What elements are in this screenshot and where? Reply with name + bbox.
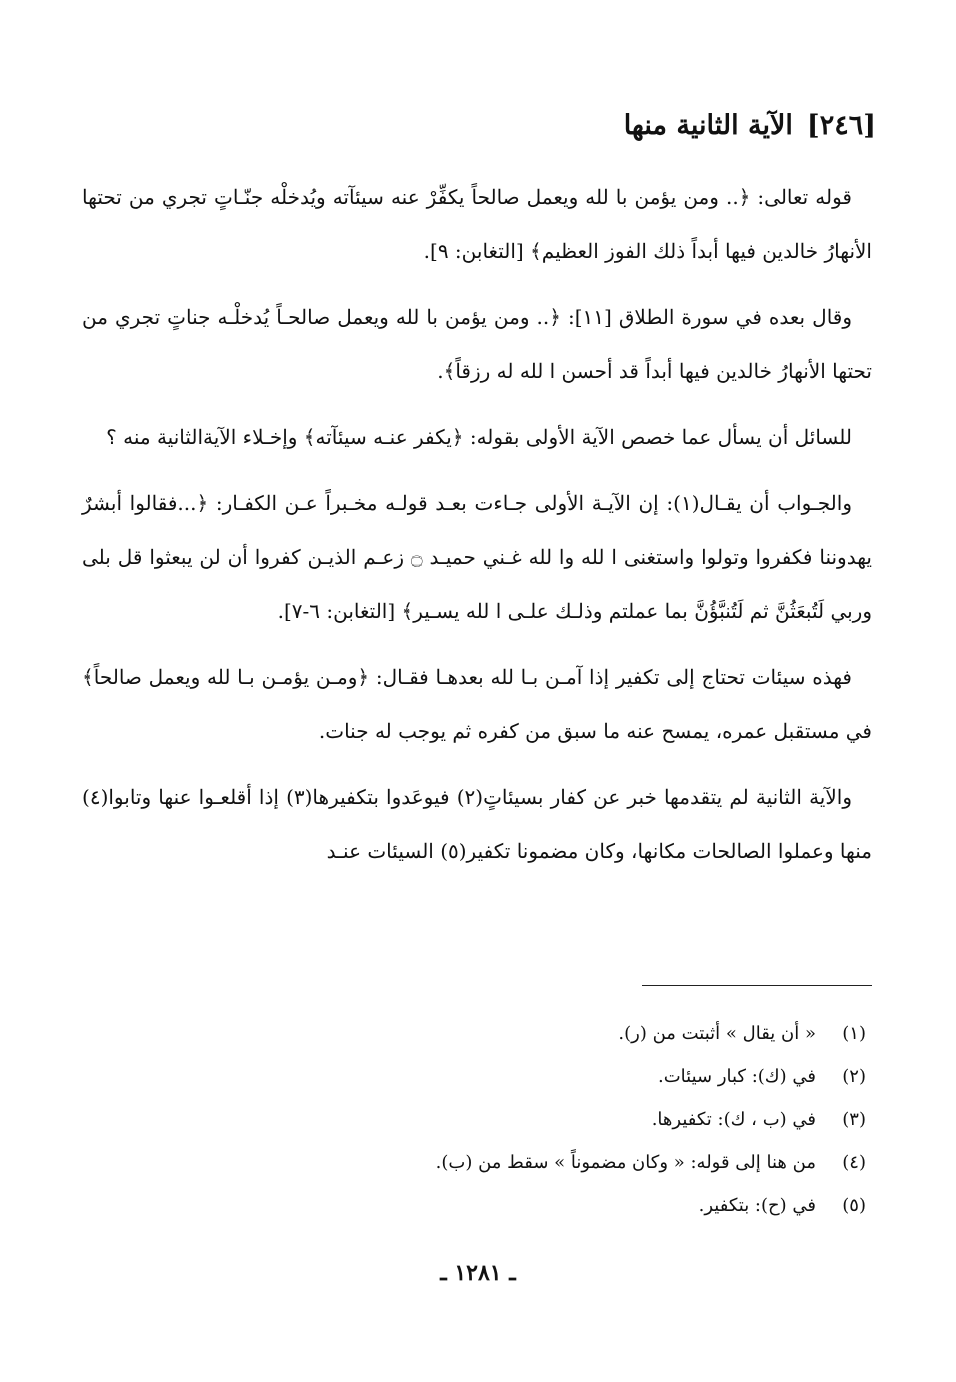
paragraph: للسائل أن يسأل عما خصص الآية الأولى بقوله: ﴿يكفر عنـه سيئآته﴾ وإخـلاء الآيةالثانية منه ؟ (106, 425, 852, 449)
footnote (86, 1141, 866, 1184)
footnote (86, 1012, 866, 1055)
section-heading (624, 110, 876, 141)
footnote-text: « أن يقال » أثبتت من (ر). (618, 1023, 816, 1044)
footnote (86, 1055, 866, 1098)
body-text (82, 170, 872, 890)
footnote-number: (٥) (842, 1195, 866, 1216)
footnote-divider (642, 985, 872, 986)
footnote-text: من هنا إلى قوله: « وكان مضموناً » سقط من (ب). (435, 1152, 816, 1173)
footnote (86, 1184, 866, 1227)
page-number: ـ ١٢٨١ ـ (440, 1260, 516, 1286)
section-number: [٢٤٦] (806, 110, 876, 141)
footnote-text: في (ب ، ك): تكفيرها. (651, 1109, 816, 1130)
section-title: الآية الثانية منها (623, 110, 793, 141)
footnote-text: في (ح): بتكفير. (698, 1195, 816, 1216)
footnote-number: (٣) (842, 1109, 866, 1130)
footnotes (86, 1012, 866, 1227)
paragraph: وقال بعده في سورة الطلاق [١١]: ﴿.. ومن يؤمن با لله ويعمل صالحـاً يُدخلْـه جناتٍ تجري من تحتها الأنهارُ خالدين فيها أبداً قد أحسن ا لله له رزقاً﴾. (82, 305, 872, 383)
paragraph: قوله تعالى: ﴿.. ومن يؤمن با لله ويعمل صالحاً يكفِّرْ عنه سيئآته ويُدخلْه جنّـاتٍ تجري من تحتها الأنهارُ خالدين فيها أبداً ذلك الفوز العظيم﴾ [التغابن: ٩]. (82, 185, 872, 263)
footnote (86, 1098, 866, 1141)
footnote-number: (٢) (842, 1066, 866, 1087)
footnote-text: في (ك): كبار سيئات. (658, 1066, 816, 1087)
paragraph: والآية الثانية لم يتقدمها خبر عن كفار بسيئاتٍ(٢) فيوعَدوا بتكفيرها(٣) إذا أقلعـوا عنها وتابوا(٤) منها وعملوا الصالحات مكانها، وكان مضمونا تكفير(٥) السيئات عنـد (82, 785, 872, 863)
paragraph: والجـواب أن يقـال(١): إن الآيـة الأولى جـاءت بعـد قولـه مخـبراً عـن الكفـار: ﴿...فقالوا أبشرٌ يهدوننا فكفروا وتولوا واستغنى ا لله وا لله غـني حميـد ۝ زعـم الذيـن كفروا أن لن يبعثوا قل بلى وربي لَتُبعَثُنَّ ثم لَتُنبَّؤُنَّ بما عملتم وذلـك علـى ا لله يسـير﴾ [التغابن: ٦-٧]. (82, 491, 872, 623)
footnote-number: (١) (842, 1023, 866, 1044)
footnote-number: (٤) (842, 1152, 866, 1173)
paragraph: فهذه سيئات تحتاج إلى تكفير إذا آمـن بـا لله بعدهـا فقـال: ﴿ومـن يؤمـن بـا لله ويعمل صالحاً﴾ في مستقبل عمره، يمسح عنه ما سبق من كفره ثم يوجب له جنات. (82, 665, 872, 743)
